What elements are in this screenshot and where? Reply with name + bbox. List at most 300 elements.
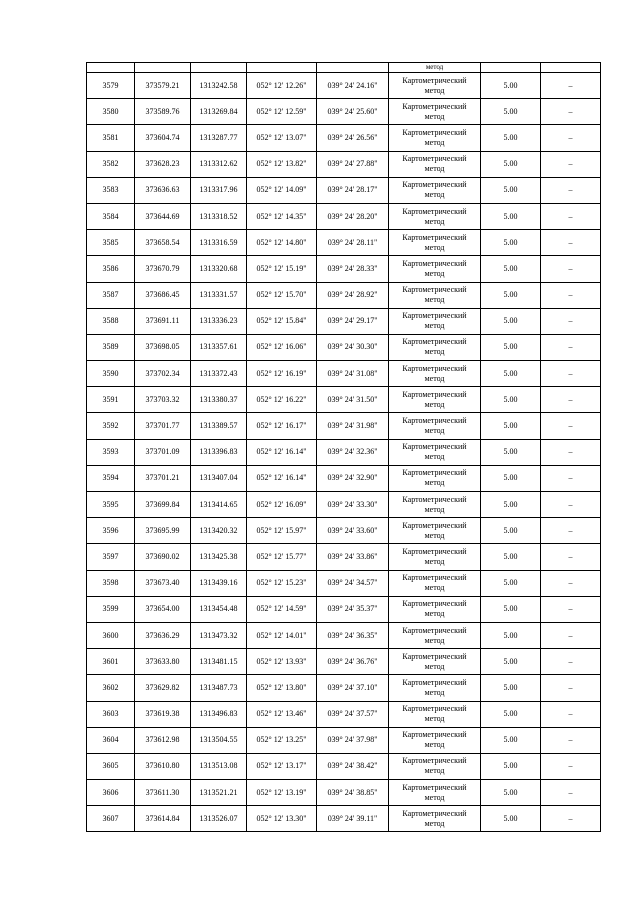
table-row <box>87 387 601 413</box>
accuracy-cell: 5.00 <box>481 203 541 229</box>
table-row <box>87 203 601 229</box>
accuracy-cell: 5.00 <box>481 806 541 832</box>
table-row <box>87 361 601 387</box>
method-cell <box>389 544 481 570</box>
accuracy-cell: 5.00 <box>481 675 541 701</box>
latitude-cell: 052° 12' 13.19" <box>247 780 317 806</box>
y-coordinate-cell: 1313357.61 <box>191 334 247 360</box>
x-coordinate-cell: 373695.99 <box>135 518 191 544</box>
method-label-line1: Картометрический <box>402 625 467 635</box>
method-cell <box>389 596 481 622</box>
longitude-cell: 039° 24' 31.50" <box>317 387 389 413</box>
note-cell: – <box>541 649 601 675</box>
point-number-cell: 3598 <box>87 570 135 596</box>
method-label-line1: Картометрический <box>402 730 467 740</box>
method-label-line1: Картометрический <box>402 442 467 452</box>
y-coordinate-cell: 1313380.37 <box>191 387 247 413</box>
y-coordinate-cell: 1313372.43 <box>191 361 247 387</box>
method-label-line2: метод <box>424 268 445 278</box>
method-label-line2: метод <box>424 714 445 724</box>
point-number-cell: 3592 <box>87 413 135 439</box>
method-label-line2: метод <box>424 399 445 409</box>
note-cell: – <box>541 806 601 832</box>
latitude-cell: 052° 12' 14.59" <box>247 596 317 622</box>
note-cell: – <box>541 73 601 99</box>
latitude-cell: 052° 12' 12.26" <box>247 73 317 99</box>
accuracy-cell: 5.00 <box>481 125 541 151</box>
accuracy-cell: 5.00 <box>481 413 541 439</box>
y-coordinate-cell: 1313526.07 <box>191 806 247 832</box>
point-number-cell: 3604 <box>87 727 135 753</box>
continued-cell-lon <box>317 63 389 73</box>
method-label-line2: метод <box>424 635 445 645</box>
method-label-line1: Картометрический <box>402 468 467 478</box>
longitude-cell: 039° 24' 38.42" <box>317 753 389 779</box>
longitude-cell: 039° 24' 32.90" <box>317 465 389 491</box>
method-cell <box>389 622 481 648</box>
note-cell: – <box>541 203 601 229</box>
continued-cell-number <box>87 63 135 73</box>
table-row <box>87 727 601 753</box>
point-number-cell: 3593 <box>87 439 135 465</box>
method-label-line2: метод <box>424 426 445 436</box>
y-coordinate-cell: 1313420.32 <box>191 518 247 544</box>
note-cell: – <box>541 99 601 125</box>
method-label-line2: метод <box>424 373 445 383</box>
longitude-cell: 039° 24' 28.11" <box>317 230 389 256</box>
accuracy-cell: 5.00 <box>481 622 541 648</box>
latitude-cell: 052° 12' 16.17" <box>247 413 317 439</box>
accuracy-cell: 5.00 <box>481 753 541 779</box>
method-cell <box>389 753 481 779</box>
longitude-cell: 039° 24' 26.56" <box>317 125 389 151</box>
method-cell <box>389 125 481 151</box>
method-label-line1: Картометрический <box>402 416 467 426</box>
table-row <box>87 701 601 727</box>
note-cell: – <box>541 387 601 413</box>
latitude-cell: 052° 12' 13.07" <box>247 125 317 151</box>
table-row <box>87 230 601 256</box>
method-label-line2: метод <box>424 740 445 750</box>
method-cell <box>389 492 481 518</box>
x-coordinate-cell: 373690.02 <box>135 544 191 570</box>
y-coordinate-cell: 1313473.32 <box>191 622 247 648</box>
accuracy-cell: 5.00 <box>481 439 541 465</box>
x-coordinate-cell: 373686.45 <box>135 282 191 308</box>
method-label-line2: метод <box>424 137 445 147</box>
method-cell <box>389 780 481 806</box>
latitude-cell: 052° 12' 14.01" <box>247 622 317 648</box>
y-coordinate-cell: 1313504.55 <box>191 727 247 753</box>
latitude-cell: 052° 12' 15.77" <box>247 544 317 570</box>
method-label-line1: Картометрический <box>402 573 467 583</box>
x-coordinate-cell: 373589.76 <box>135 99 191 125</box>
y-coordinate-cell: 1313242.58 <box>191 73 247 99</box>
table-row <box>87 334 601 360</box>
table-row <box>87 622 601 648</box>
method-label-line1: Картометрический <box>402 704 467 714</box>
method-label-line2: метод <box>424 556 445 566</box>
method-label-line2: метод <box>424 530 445 540</box>
point-number-cell: 3595 <box>87 492 135 518</box>
longitude-cell: 039° 24' 24.16" <box>317 73 389 99</box>
method-label-line1: Картометрический <box>402 311 467 321</box>
point-number-cell: 3600 <box>87 622 135 648</box>
point-number-cell: 3580 <box>87 99 135 125</box>
y-coordinate-cell: 1313513.08 <box>191 753 247 779</box>
accuracy-cell: 5.00 <box>481 282 541 308</box>
longitude-cell: 039° 24' 30.30" <box>317 334 389 360</box>
y-coordinate-cell: 1313317.96 <box>191 177 247 203</box>
longitude-cell: 039° 24' 29.17" <box>317 308 389 334</box>
method-label-line2: метод <box>424 452 445 462</box>
x-coordinate-cell: 373673.40 <box>135 570 191 596</box>
x-coordinate-cell: 373636.29 <box>135 622 191 648</box>
longitude-cell: 039° 24' 27.88" <box>317 151 389 177</box>
note-cell: – <box>541 256 601 282</box>
x-coordinate-cell: 373670.79 <box>135 256 191 282</box>
table-row <box>87 753 601 779</box>
longitude-cell: 039° 24' 38.85" <box>317 780 389 806</box>
table-row <box>87 439 601 465</box>
note-cell: – <box>541 413 601 439</box>
note-cell: – <box>541 596 601 622</box>
y-coordinate-cell: 1313521.21 <box>191 780 247 806</box>
method-label-line1: Картометрический <box>402 232 467 242</box>
accuracy-cell: 5.00 <box>481 230 541 256</box>
point-number-cell: 3607 <box>87 806 135 832</box>
note-cell: – <box>541 753 601 779</box>
point-number-cell: 3594 <box>87 465 135 491</box>
method-label-line1: Картометрический <box>402 756 467 766</box>
method-cell <box>389 99 481 125</box>
point-number-cell: 3588 <box>87 308 135 334</box>
table-row <box>87 492 601 518</box>
continued-cell-accuracy <box>481 63 541 73</box>
method-label-line2: метод <box>424 216 445 226</box>
latitude-cell: 052° 12' 13.17" <box>247 753 317 779</box>
note-cell: – <box>541 282 601 308</box>
point-number-cell: 3585 <box>87 230 135 256</box>
method-cell <box>389 230 481 256</box>
point-number-cell: 3581 <box>87 125 135 151</box>
x-coordinate-cell: 373636.63 <box>135 177 191 203</box>
method-label-line2: метод <box>424 85 445 95</box>
method-cell <box>389 151 481 177</box>
method-label-line1: Картометрический <box>402 808 467 818</box>
longitude-cell: 039° 24' 36.35" <box>317 622 389 648</box>
table-row <box>87 177 601 203</box>
note-cell: – <box>541 439 601 465</box>
method-cell <box>389 675 481 701</box>
point-number-cell: 3579 <box>87 73 135 99</box>
accuracy-cell: 5.00 <box>481 518 541 544</box>
latitude-cell: 052° 12' 15.23" <box>247 570 317 596</box>
x-coordinate-cell: 373611.30 <box>135 780 191 806</box>
continued-cell-x <box>135 63 191 73</box>
x-coordinate-cell: 373644.69 <box>135 203 191 229</box>
method-label-line1: Картометрический <box>402 75 467 85</box>
latitude-cell: 052° 12' 13.93" <box>247 649 317 675</box>
method-cell <box>389 334 481 360</box>
method-cell <box>389 649 481 675</box>
note-cell: – <box>541 544 601 570</box>
continued-cell-note <box>541 63 601 73</box>
method-label-line2: метод <box>424 687 445 697</box>
method-label-line2: метод <box>424 242 445 252</box>
table-row <box>87 282 601 308</box>
longitude-cell: 039° 24' 37.10" <box>317 675 389 701</box>
accuracy-cell: 5.00 <box>481 177 541 203</box>
latitude-cell: 052° 12' 15.19" <box>247 256 317 282</box>
note-cell: – <box>541 230 601 256</box>
latitude-cell: 052° 12' 12.59" <box>247 99 317 125</box>
point-number-cell: 3587 <box>87 282 135 308</box>
latitude-cell: 052° 12' 16.19" <box>247 361 317 387</box>
method-label-line1: Картометрический <box>402 154 467 164</box>
accuracy-cell: 5.00 <box>481 544 541 570</box>
latitude-cell: 052° 12' 14.09" <box>247 177 317 203</box>
y-coordinate-cell: 1313336.23 <box>191 308 247 334</box>
accuracy-cell: 5.00 <box>481 701 541 727</box>
method-cell <box>389 256 481 282</box>
point-number-cell: 3602 <box>87 675 135 701</box>
y-coordinate-cell: 1313269.84 <box>191 99 247 125</box>
point-number-cell: 3596 <box>87 518 135 544</box>
method-cell <box>389 570 481 596</box>
point-number-cell: 3583 <box>87 177 135 203</box>
method-label-line1: Картометрический <box>402 520 467 530</box>
latitude-cell: 052° 12' 15.70" <box>247 282 317 308</box>
point-number-cell: 3597 <box>87 544 135 570</box>
method-label-line2: метод <box>424 164 445 174</box>
method-label-line2: метод <box>424 478 445 488</box>
continued-cell-lat <box>247 63 317 73</box>
point-number-cell: 3591 <box>87 387 135 413</box>
x-coordinate-cell: 373691.11 <box>135 308 191 334</box>
longitude-cell: 039° 24' 33.86" <box>317 544 389 570</box>
note-cell: – <box>541 177 601 203</box>
accuracy-cell: 5.00 <box>481 387 541 413</box>
table-row <box>87 99 601 125</box>
method-cell <box>389 701 481 727</box>
method-cell <box>389 413 481 439</box>
longitude-cell: 039° 24' 31.98" <box>317 413 389 439</box>
x-coordinate-cell: 373612.98 <box>135 727 191 753</box>
longitude-cell: 039° 24' 28.33" <box>317 256 389 282</box>
y-coordinate-cell: 1313287.77 <box>191 125 247 151</box>
accuracy-cell: 5.00 <box>481 99 541 125</box>
x-coordinate-cell: 373614.84 <box>135 806 191 832</box>
note-cell: – <box>541 492 601 518</box>
point-number-cell: 3601 <box>87 649 135 675</box>
note-cell: – <box>541 465 601 491</box>
latitude-cell: 052° 12' 16.09" <box>247 492 317 518</box>
method-cell <box>389 806 481 832</box>
longitude-cell: 039° 24' 36.76" <box>317 649 389 675</box>
point-number-cell: 3584 <box>87 203 135 229</box>
method-label-line2: метод <box>424 766 445 776</box>
method-label-line1: Картометрический <box>402 337 467 347</box>
table-row <box>87 570 601 596</box>
note-cell: – <box>541 518 601 544</box>
x-coordinate-cell: 373701.21 <box>135 465 191 491</box>
latitude-cell: 052° 12' 14.35" <box>247 203 317 229</box>
latitude-cell: 052° 12' 13.30" <box>247 806 317 832</box>
x-coordinate-cell: 373658.54 <box>135 230 191 256</box>
table-body <box>87 63 601 832</box>
x-coordinate-cell: 373654.00 <box>135 596 191 622</box>
x-coordinate-cell: 373699.84 <box>135 492 191 518</box>
latitude-cell: 052° 12' 14.80" <box>247 230 317 256</box>
method-label-line2: метод <box>424 818 445 828</box>
note-cell: – <box>541 334 601 360</box>
y-coordinate-cell: 1313407.04 <box>191 465 247 491</box>
method-cell <box>389 387 481 413</box>
x-coordinate-cell: 373619.38 <box>135 701 191 727</box>
note-cell: – <box>541 570 601 596</box>
method-label-line2: метод <box>424 111 445 121</box>
method-label-line2: метод <box>424 347 445 357</box>
table-row <box>87 151 601 177</box>
accuracy-cell: 5.00 <box>481 465 541 491</box>
latitude-cell: 052° 12' 13.82" <box>247 151 317 177</box>
accuracy-cell: 5.00 <box>481 151 541 177</box>
x-coordinate-cell: 373629.82 <box>135 675 191 701</box>
method-cell <box>389 203 481 229</box>
latitude-cell: 052° 12' 16.22" <box>247 387 317 413</box>
method-cell <box>389 73 481 99</box>
table-row <box>87 675 601 701</box>
note-cell: – <box>541 308 601 334</box>
y-coordinate-cell: 1313331.57 <box>191 282 247 308</box>
accuracy-cell: 5.00 <box>481 780 541 806</box>
longitude-cell: 039° 24' 31.08" <box>317 361 389 387</box>
method-label-line2: метод <box>424 321 445 331</box>
method-label-line1: Картометрический <box>402 101 467 111</box>
method-cell <box>389 518 481 544</box>
longitude-cell: 039° 24' 35.37" <box>317 596 389 622</box>
table-row <box>87 465 601 491</box>
accuracy-cell: 5.00 <box>481 73 541 99</box>
longitude-cell: 039° 24' 33.30" <box>317 492 389 518</box>
y-coordinate-cell: 1313425.38 <box>191 544 247 570</box>
longitude-cell: 039° 24' 33.60" <box>317 518 389 544</box>
continued-cell-y <box>191 63 247 73</box>
method-label-line2: метод <box>424 661 445 671</box>
table-row <box>87 518 601 544</box>
coordinates-table <box>86 62 601 832</box>
x-coordinate-cell: 373701.77 <box>135 413 191 439</box>
table-row <box>87 649 601 675</box>
table-row <box>87 256 601 282</box>
x-coordinate-cell: 373633.80 <box>135 649 191 675</box>
longitude-cell: 039° 24' 32.36" <box>317 439 389 465</box>
method-cell <box>389 361 481 387</box>
x-coordinate-cell: 373579.21 <box>135 73 191 99</box>
note-cell: – <box>541 151 601 177</box>
note-cell: – <box>541 675 601 701</box>
method-label-line1: Картометрический <box>402 363 467 373</box>
accuracy-cell: 5.00 <box>481 256 541 282</box>
note-cell: – <box>541 361 601 387</box>
x-coordinate-cell: 373702.34 <box>135 361 191 387</box>
point-number-cell: 3606 <box>87 780 135 806</box>
method-label-line1: Картометрический <box>402 180 467 190</box>
method-label-line1: Картометрический <box>402 782 467 792</box>
y-coordinate-cell: 1313316.59 <box>191 230 247 256</box>
method-label-line1: Картометрический <box>402 546 467 556</box>
point-number-cell: 3605 <box>87 753 135 779</box>
y-coordinate-cell: 1313320.68 <box>191 256 247 282</box>
latitude-cell: 052° 12' 16.14" <box>247 439 317 465</box>
method-cell <box>389 308 481 334</box>
method-label-line2: метод <box>424 583 445 593</box>
y-coordinate-cell: 1313439.16 <box>191 570 247 596</box>
method-label-line2: метод <box>424 190 445 200</box>
longitude-cell: 039° 24' 28.92" <box>317 282 389 308</box>
method-label-line1: Картометрический <box>402 285 467 295</box>
method-cell <box>389 727 481 753</box>
point-number-cell: 3582 <box>87 151 135 177</box>
note-cell: – <box>541 727 601 753</box>
point-number-cell: 3599 <box>87 596 135 622</box>
y-coordinate-cell: 1313318.52 <box>191 203 247 229</box>
method-cell <box>389 177 481 203</box>
y-coordinate-cell: 1313496.83 <box>191 701 247 727</box>
table-row <box>87 806 601 832</box>
accuracy-cell: 5.00 <box>481 361 541 387</box>
latitude-cell: 052° 12' 13.25" <box>247 727 317 753</box>
method-label-line2: метод <box>424 504 445 514</box>
x-coordinate-cell: 373604.74 <box>135 125 191 151</box>
continued-cell-method: метод <box>389 63 481 73</box>
longitude-cell: 039° 24' 37.57" <box>317 701 389 727</box>
latitude-cell: 052° 12' 16.06" <box>247 334 317 360</box>
longitude-cell: 039° 24' 28.17" <box>317 177 389 203</box>
table-row <box>87 596 601 622</box>
longitude-cell: 039° 24' 25.60" <box>317 99 389 125</box>
table-row <box>87 780 601 806</box>
x-coordinate-cell: 373703.32 <box>135 387 191 413</box>
accuracy-cell: 5.00 <box>481 649 541 675</box>
table-row <box>87 413 601 439</box>
accuracy-cell: 5.00 <box>481 570 541 596</box>
table-row <box>87 308 601 334</box>
accuracy-cell: 5.00 <box>481 596 541 622</box>
accuracy-cell: 5.00 <box>481 334 541 360</box>
y-coordinate-cell: 1313481.15 <box>191 649 247 675</box>
method-cell <box>389 465 481 491</box>
latitude-cell: 052° 12' 16.14" <box>247 465 317 491</box>
longitude-cell: 039° 24' 37.98" <box>317 727 389 753</box>
method-label-line1: Картометрический <box>402 206 467 216</box>
note-cell: – <box>541 780 601 806</box>
longitude-cell: 039° 24' 39.11" <box>317 806 389 832</box>
note-cell: – <box>541 701 601 727</box>
note-cell: – <box>541 125 601 151</box>
y-coordinate-cell: 1313414.65 <box>191 492 247 518</box>
x-coordinate-cell: 373610.80 <box>135 753 191 779</box>
method-label-line2: метод <box>424 609 445 619</box>
x-coordinate-cell: 373701.09 <box>135 439 191 465</box>
method-cell <box>389 282 481 308</box>
y-coordinate-cell: 1313487.73 <box>191 675 247 701</box>
point-number-cell: 3586 <box>87 256 135 282</box>
method-label-line1: Картометрический <box>402 599 467 609</box>
method-label-line1: Картометрический <box>402 677 467 687</box>
x-coordinate-cell: 373628.23 <box>135 151 191 177</box>
